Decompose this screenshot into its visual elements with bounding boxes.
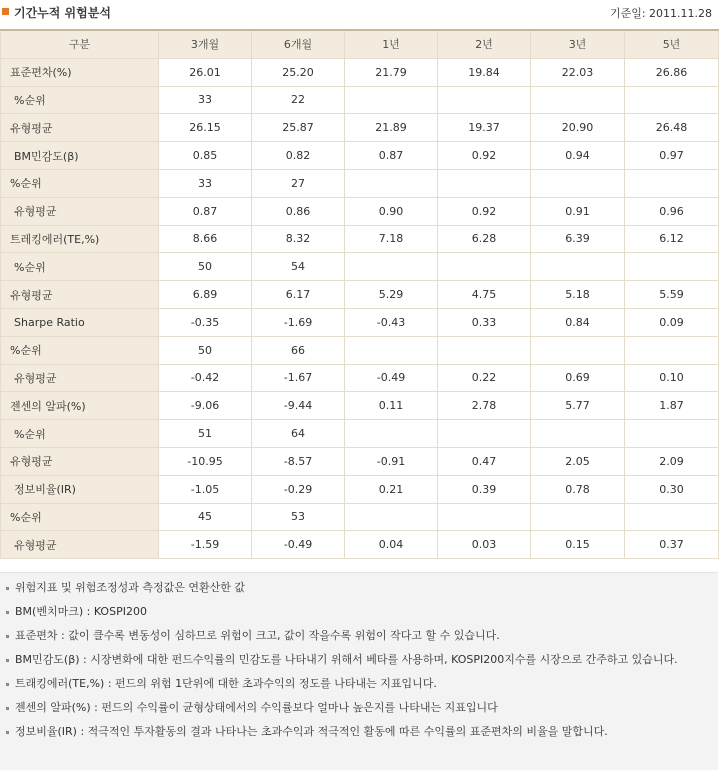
table-cell: 0.21 — [345, 475, 438, 503]
table-row — [1, 392, 719, 420]
table-cell — [438, 503, 531, 531]
table-cell: 0.09 — [625, 308, 719, 336]
bullet-icon — [6, 731, 9, 734]
table-cell: 19.84 — [438, 58, 531, 86]
row-label: 젠센의 알파(%) — [1, 392, 159, 420]
note-text: 정보비율(IR) : 적극적인 투자활동의 결과 나타나는 초과수익과 적극적인 활동에 따른 수익률의 표준편차의 비율을 말합니다. — [15, 725, 608, 738]
table-cell: 26.15 — [159, 114, 252, 142]
table-cell: 0.97 — [625, 142, 719, 170]
table-cell: 0.33 — [438, 308, 531, 336]
table-cell: -8.57 — [252, 447, 345, 475]
row-label: Sharpe Ratio — [1, 308, 159, 336]
row-label: 유형평균 — [1, 281, 159, 309]
table-cell — [531, 86, 625, 114]
table-cell — [531, 336, 625, 364]
table-cell: 26.01 — [159, 58, 252, 86]
risk-analysis-table — [0, 29, 719, 559]
table-cell: 0.91 — [531, 197, 625, 225]
table-cell: 0.30 — [625, 475, 719, 503]
table-cell: 0.15 — [531, 531, 625, 559]
column-header: 2년 — [438, 30, 531, 58]
table-cell: -0.43 — [345, 308, 438, 336]
table-cell: 0.82 — [252, 142, 345, 170]
table-cell — [345, 253, 438, 281]
table-cell: 19.37 — [438, 114, 531, 142]
table-cell: 6.12 — [625, 225, 719, 253]
table-cell: 0.90 — [345, 197, 438, 225]
table-cell: 25.87 — [252, 114, 345, 142]
table-row — [1, 197, 719, 225]
row-label: 유형평균 — [1, 114, 159, 142]
row-label: 유형평균 — [1, 447, 159, 475]
table-cell: 8.66 — [159, 225, 252, 253]
table-cell: 26.48 — [625, 114, 719, 142]
table-cell: 0.87 — [345, 142, 438, 170]
bullet-icon — [6, 635, 9, 638]
table-header-row — [1, 30, 719, 58]
row-label: 유형평균 — [1, 364, 159, 392]
bullet-icon — [6, 611, 9, 614]
table-row — [1, 225, 719, 253]
row-label: 정보비율(IR) — [1, 475, 159, 503]
table-cell — [345, 503, 438, 531]
table-cell: 7.18 — [345, 225, 438, 253]
column-header: 1년 — [345, 30, 438, 58]
table-cell: 21.79 — [345, 58, 438, 86]
table-cell: 0.94 — [531, 142, 625, 170]
table-cell: -1.05 — [159, 475, 252, 503]
table-cell: 66 — [252, 336, 345, 364]
table-row — [1, 253, 719, 281]
table-row — [1, 364, 719, 392]
note-item — [6, 651, 710, 668]
table-cell: 5.18 — [531, 281, 625, 309]
table-cell: 25.20 — [252, 58, 345, 86]
note-item — [6, 627, 710, 644]
row-label: 트레킹에러(TE,%) — [1, 225, 159, 253]
table-cell: 22 — [252, 86, 345, 114]
table-cell: 0.86 — [252, 197, 345, 225]
note-item — [6, 723, 710, 740]
table-cell: 33 — [159, 86, 252, 114]
section-title: 기간누적 위험분석 — [14, 6, 111, 20]
table-cell: 0.22 — [438, 364, 531, 392]
table-cell — [438, 420, 531, 448]
note-text: BM민감도(β) : 시장변화에 대한 펀드수익률의 민감도를 나타내기 위해서 베타를 사용하며, KOSPI200지수를 시장으로 간주하고 있습니다. — [15, 653, 678, 666]
bullet-icon — [6, 659, 9, 662]
table-cell — [625, 169, 719, 197]
table-cell: 5.29 — [345, 281, 438, 309]
table-cell: 51 — [159, 420, 252, 448]
table-cell: 0.96 — [625, 197, 719, 225]
row-label: 표준편차(%) — [1, 58, 159, 86]
table-cell: 0.04 — [345, 531, 438, 559]
notes-list — [0, 573, 718, 740]
table-row — [1, 503, 719, 531]
table-cell: 20.90 — [531, 114, 625, 142]
row-label: %순위 — [1, 503, 159, 531]
row-label: %순위 — [1, 336, 159, 364]
table-cell: 0.92 — [438, 197, 531, 225]
row-label: %순위 — [1, 253, 159, 281]
table-cell — [438, 336, 531, 364]
note-text: 트래킹에러(TE,%) : 펀드의 위험 1단위에 대한 초과수익의 정도를 나타내는 지표입니다. — [15, 677, 437, 690]
column-header: 6개월 — [252, 30, 345, 58]
section-header — [0, 0, 720, 26]
table-cell: 0.87 — [159, 197, 252, 225]
table-cell: -0.29 — [252, 475, 345, 503]
reference-date: 기준일: 2011.11.28 — [609, 7, 712, 20]
table-cell — [625, 336, 719, 364]
table-cell: 26.86 — [625, 58, 719, 86]
table-cell — [625, 86, 719, 114]
note-item — [6, 579, 710, 596]
table-row — [1, 420, 719, 448]
table-row — [1, 281, 719, 309]
table-cell: 0.37 — [625, 531, 719, 559]
table-cell: 5.77 — [531, 392, 625, 420]
table-cell: 50 — [159, 253, 252, 281]
note-item — [6, 699, 710, 716]
table-cell: -0.49 — [345, 364, 438, 392]
table-cell: -9.06 — [159, 392, 252, 420]
table-cell: 64 — [252, 420, 345, 448]
table-cell: 5.59 — [625, 281, 719, 309]
table-cell: 27 — [252, 169, 345, 197]
table-cell: 6.17 — [252, 281, 345, 309]
table-row — [1, 336, 719, 364]
table-cell: -10.95 — [159, 447, 252, 475]
column-header: 구분 — [1, 30, 159, 58]
table-cell: 0.69 — [531, 364, 625, 392]
row-label: %순위 — [1, 86, 159, 114]
table-cell: 53 — [252, 503, 345, 531]
table-cell: 0.03 — [438, 531, 531, 559]
table-cell: 22.03 — [531, 58, 625, 86]
table-cell: 2.09 — [625, 447, 719, 475]
table-cell: 33 — [159, 169, 252, 197]
row-label: %순위 — [1, 420, 159, 448]
table-body — [1, 58, 719, 558]
table-cell: -0.49 — [252, 531, 345, 559]
column-header: 3년 — [531, 30, 625, 58]
table-cell — [345, 420, 438, 448]
table-cell: 0.84 — [531, 308, 625, 336]
table-cell — [531, 420, 625, 448]
note-text: 젠센의 알파(%) : 펀드의 수익률이 균형상태에서의 수익률보다 얼마나 높은지를 나타내는 지표입니다 — [15, 701, 498, 714]
row-label: %순위 — [1, 169, 159, 197]
note-text: 표준편차 : 값이 클수록 변동성이 심하므로 위험이 크고, 값이 작을수록 위험이 작다고 할 수 있습니다. — [15, 629, 500, 642]
table-row — [1, 531, 719, 559]
table-cell: 6.39 — [531, 225, 625, 253]
table-cell: 6.28 — [438, 225, 531, 253]
table-cell: 50 — [159, 336, 252, 364]
table-cell: -0.42 — [159, 364, 252, 392]
table-cell: 45 — [159, 503, 252, 531]
table-cell — [531, 253, 625, 281]
row-label: 유형평균 — [1, 531, 159, 559]
section-bullet-icon — [2, 8, 9, 15]
bullet-icon — [6, 707, 9, 710]
row-label: BM민감도(β) — [1, 142, 159, 170]
table-cell — [438, 169, 531, 197]
table-cell: 0.11 — [345, 392, 438, 420]
table-cell: 8.32 — [252, 225, 345, 253]
note-text: 위험지표 및 위험조정성과 측정값은 연환산한 값 — [15, 581, 246, 594]
table-cell: -0.35 — [159, 308, 252, 336]
table-cell: 6.89 — [159, 281, 252, 309]
bullet-icon — [6, 683, 9, 686]
table-row — [1, 169, 719, 197]
table-cell: 0.39 — [438, 475, 531, 503]
table-cell — [438, 86, 531, 114]
table-cell: 0.78 — [531, 475, 625, 503]
column-header: 5년 — [625, 30, 719, 58]
table-cell: 0.10 — [625, 364, 719, 392]
table-cell — [345, 86, 438, 114]
table-cell — [625, 503, 719, 531]
table-cell: -1.59 — [159, 531, 252, 559]
table-row — [1, 447, 719, 475]
table-cell: -9.44 — [252, 392, 345, 420]
table-row — [1, 142, 719, 170]
note-item — [6, 675, 710, 692]
notes-panel — [0, 572, 718, 770]
table-cell — [345, 169, 438, 197]
table-cell — [531, 169, 625, 197]
note-text: BM(벤치마크) : KOSPI200 — [15, 605, 147, 618]
table-cell: 2.05 — [531, 447, 625, 475]
table-cell — [345, 336, 438, 364]
table-cell — [531, 503, 625, 531]
table-cell: -0.91 — [345, 447, 438, 475]
table-cell: 2.78 — [438, 392, 531, 420]
table-cell — [625, 253, 719, 281]
table-row — [1, 475, 719, 503]
table-row — [1, 308, 719, 336]
table-row — [1, 86, 719, 114]
table-cell: 4.75 — [438, 281, 531, 309]
table-row — [1, 114, 719, 142]
table-cell: 0.92 — [438, 142, 531, 170]
table-cell: 21.89 — [345, 114, 438, 142]
bullet-icon — [6, 587, 9, 590]
table-cell: 0.47 — [438, 447, 531, 475]
row-label: 유형평균 — [1, 197, 159, 225]
table-row — [1, 58, 719, 86]
table-cell: 0.85 — [159, 142, 252, 170]
note-item — [6, 603, 710, 620]
table-cell — [625, 420, 719, 448]
table-cell — [438, 253, 531, 281]
column-header: 3개월 — [159, 30, 252, 58]
table-cell: -1.67 — [252, 364, 345, 392]
table-cell: 54 — [252, 253, 345, 281]
table-cell: 1.87 — [625, 392, 719, 420]
table-cell: -1.69 — [252, 308, 345, 336]
